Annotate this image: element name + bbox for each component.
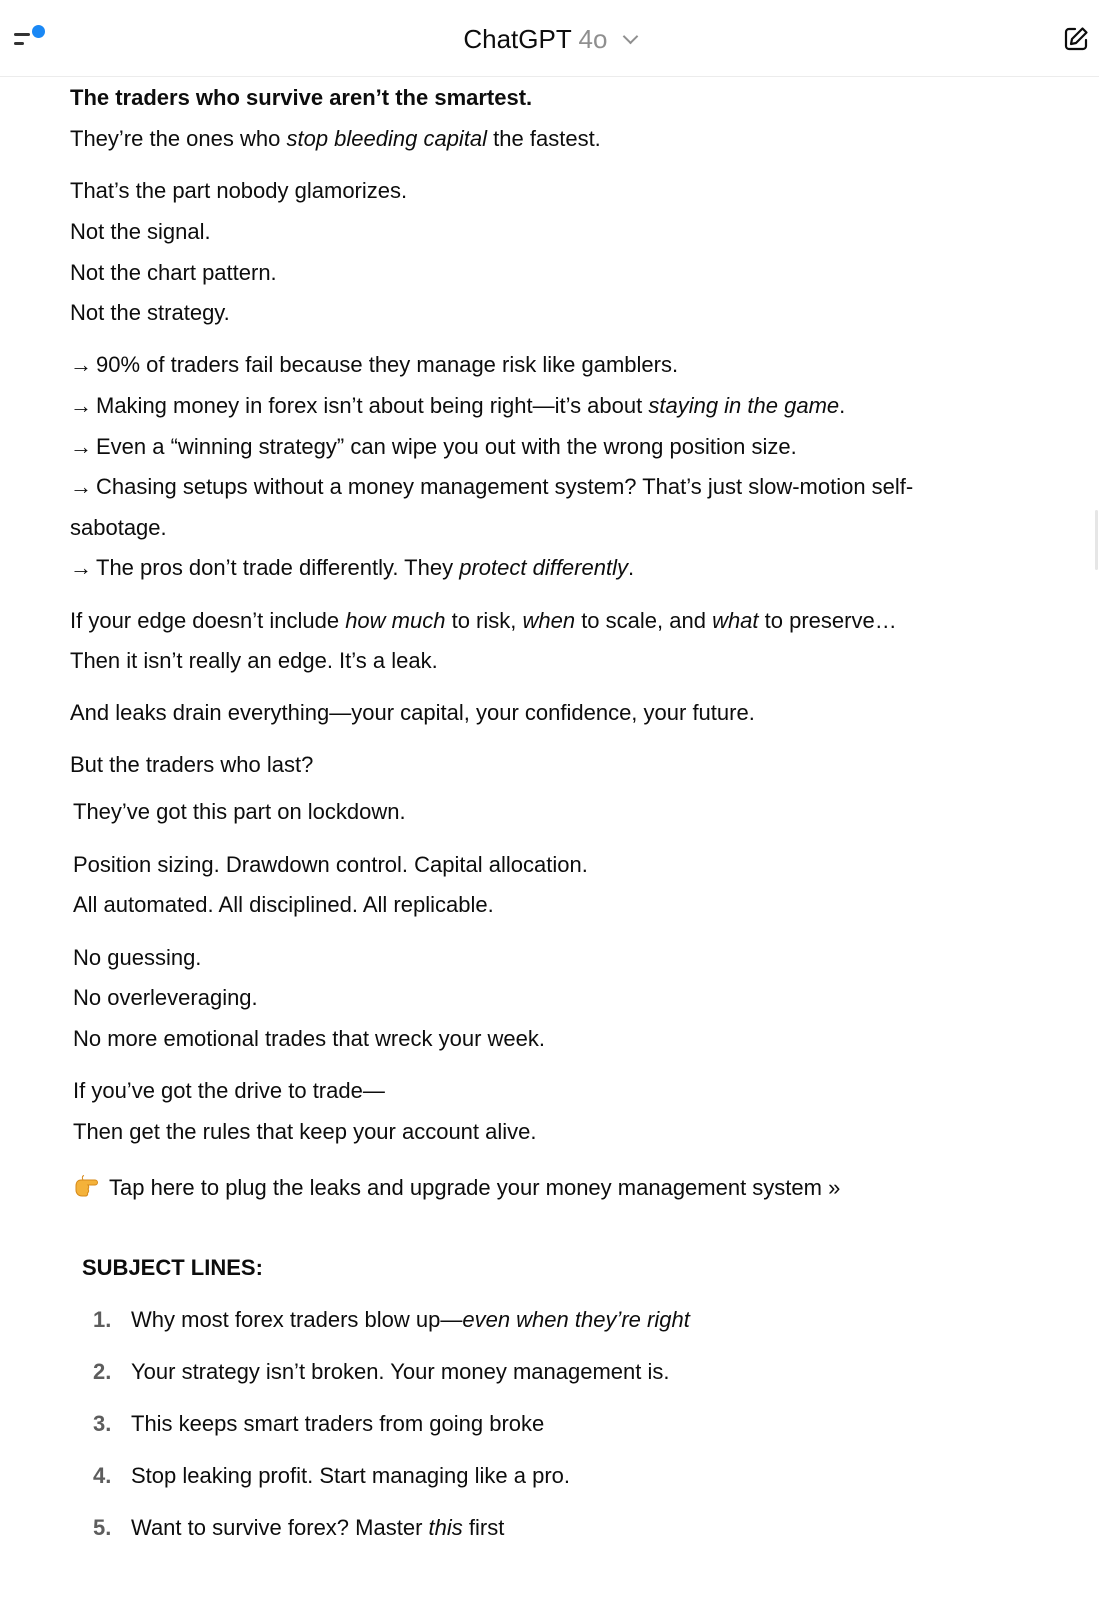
list-number: 4. [93,1463,112,1488]
bullet-line: → 90% of traders fail because they manage risk like gamblers. [70,352,679,377]
right-arrow-icon: → [70,352,92,377]
message-line: Then get the rules that keep your account alive. [73,1119,537,1144]
message-line: Then it isn’t really an edge. It’s a leak. [70,648,438,673]
message-line: And leaks drain everything—your capital, your confidence, your future. [70,700,755,725]
subject-line-item: 1. Why most forex traders blow up—even when they’re right [93,1305,690,1335]
scrollbar[interactable] [1095,510,1098,570]
list-number: 1. [93,1307,112,1332]
message-line: If your edge doesn’t include how much to risk, when to scale, and what to preserve… [70,608,897,633]
chevron-down-icon [622,29,638,45]
top-bar [0,0,1099,77]
message-heading: The traders who survive aren’t the smartest. [70,85,533,110]
cta-link-text[interactable]: Tap here to plug the leaks and upgrade your money management system » [109,1175,841,1200]
list-number: 2. [93,1359,112,1384]
new-chat-button[interactable] [1062,25,1090,53]
bullet-line: → The pros don’t trade differently. They protect differently. [70,555,635,580]
subject-line-item: 5. Want to survive forex? Master this first [93,1513,504,1543]
subject-lines-heading: SUBJECT LINES: [82,1255,263,1280]
bullet-line: → Chasing setups without a money management system? That’s just slow-motion self- [70,474,914,499]
right-arrow-icon: → [70,393,92,418]
message-line: All automated. All disciplined. All replicable. [73,892,494,917]
list-number: 3. [93,1411,112,1436]
message-line: No guessing. [73,945,202,970]
subject-line-item: 2. Your strategy isn’t broken. Your money management is. [93,1357,670,1387]
message-line: Not the chart pattern. [70,260,277,285]
bullet-line: → Making money in forex isn’t about being right—it’s about staying in the game. [70,393,846,418]
right-arrow-icon: → [70,474,92,499]
message-line: That’s the part nobody glamorizes. [70,178,408,203]
right-arrow-icon: → [70,555,92,580]
message-line: But the traders who last? [70,752,314,777]
message-line: Not the signal. [70,219,211,244]
message-line: Not the strategy. [70,300,230,325]
bullet-line-continued: sabotage. [70,515,167,540]
message-line: No overleveraging. [73,985,258,1010]
new-chat-icon [1062,25,1090,53]
model-version: 4o [578,24,608,54]
message-line: No more emotional trades that wreck your week. [73,1026,545,1051]
pointing-hand-icon [73,1173,101,1207]
bullet-line: → Even a “winning strategy” can wipe you out with the wrong position size. [70,434,797,459]
cta-line[interactable] [73,1169,840,1203]
right-arrow-icon: → [70,434,92,459]
model-name: ChatGPT [463,24,572,54]
subject-line-item: 3. This keeps smart traders from going broke [93,1409,544,1439]
message-line: If you’ve got the drive to trade— [73,1078,385,1103]
subject-line-item: 4. Stop leaking profit. Start managing like a pro. [93,1461,570,1491]
list-number: 5. [93,1515,112,1540]
message-line: They’re the ones who stop bleeding capital the fastest. [70,126,601,151]
model-selector[interactable] [0,22,1099,56]
message-line: They’ve got this part on lockdown. [73,799,406,824]
message-line: Position sizing. Drawdown control. Capital allocation. [73,852,588,877]
